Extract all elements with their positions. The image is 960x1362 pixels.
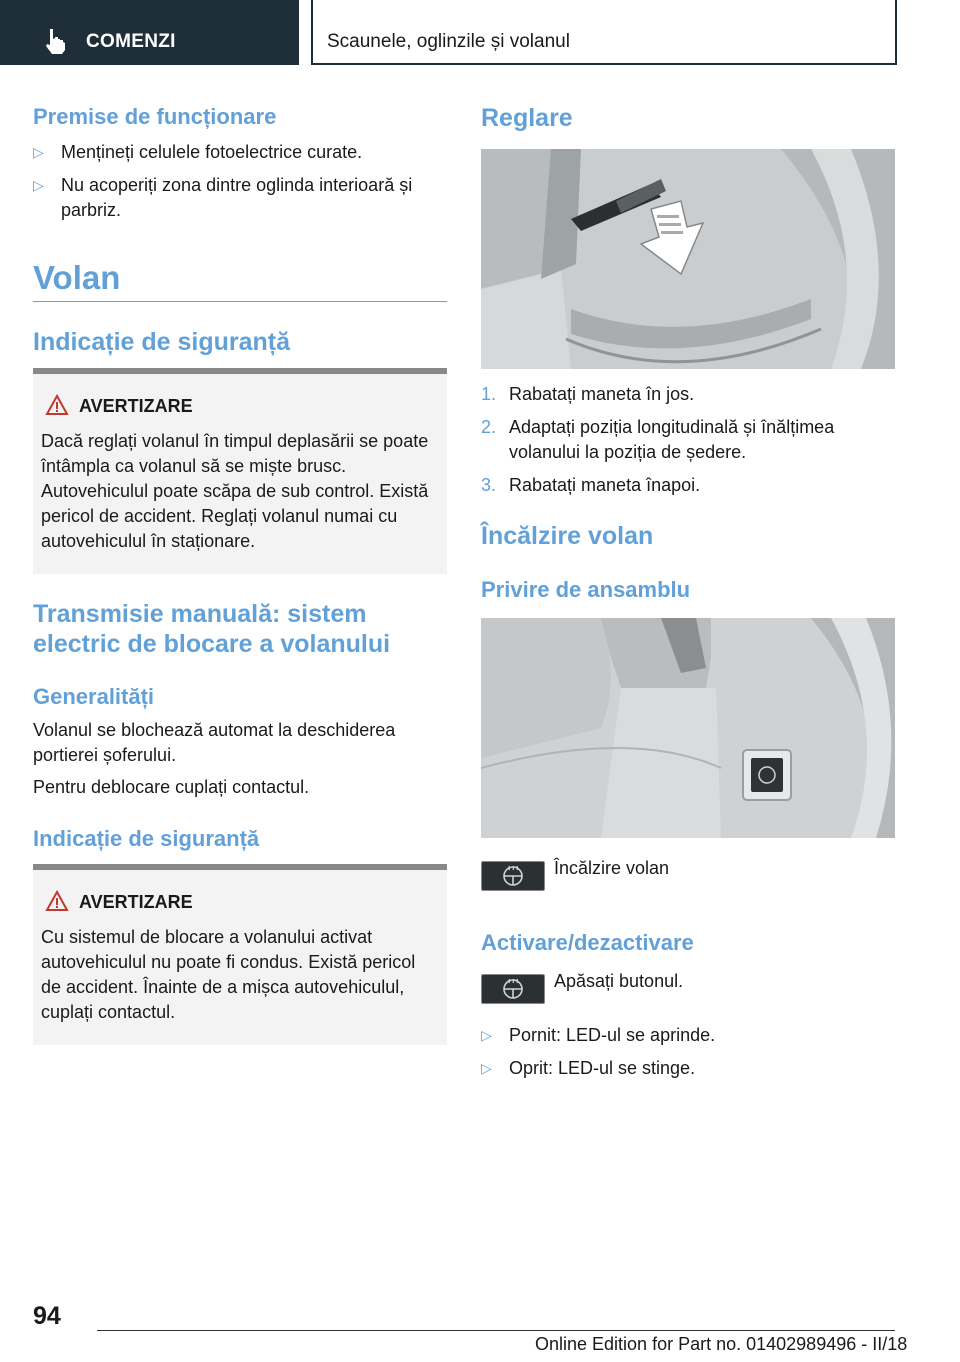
step-text: Adaptați poziția longitudinală și înălțimea volanului la poziția de ședere.: [509, 417, 835, 462]
bullet-triangle-icon: ▷: [33, 177, 44, 193]
step-item: [481, 382, 895, 407]
step-number: 1.: [481, 384, 497, 404]
general-text-2: Pentru deblocare cuplați contactul.: [33, 777, 310, 797]
bullet-triangle-icon: ▷: [33, 144, 44, 160]
footer-divider: [97, 1330, 895, 1331]
page-number: 94: [33, 1302, 61, 1330]
steering-wheel-heating-icon: [481, 861, 545, 891]
warning-text: Dacă reglați volanul în timpul deplasării se poate întâmpla ca volanul să se miște brusc. Autovehiculul poate scăpa de sub control. Există pericol de accident. Reglați volanul numai cu autovehiculul în staționare.: [41, 431, 429, 551]
list-item: ▷ Pornit: LED-ul se aprinde.: [481, 1023, 895, 1048]
general-heading: Generalități: [33, 684, 155, 709]
warning-box-2: [33, 864, 447, 1045]
reglare-heading: Reglare: [481, 104, 573, 132]
safety-heading-1: Indicație de siguranță: [33, 328, 291, 356]
divider: [33, 301, 447, 302]
warning-triangle-icon: [45, 394, 69, 416]
step-item: [481, 473, 895, 498]
dashboard-illustration: [481, 618, 895, 838]
warning-label: AVERTIZARE: [79, 892, 193, 912]
warning-label: AVERTIZARE: [79, 396, 193, 416]
steering-column-illustration: [481, 149, 895, 369]
volan-heading: Volan: [33, 259, 121, 296]
activation-heading: Activare/dezactivare: [481, 930, 694, 955]
safety-heading-2: Indicație de siguranță: [33, 826, 260, 851]
step-text: Rabatați maneta în jos.: [509, 384, 695, 404]
warning-text: Cu sistemul de blocare a volanului activat autovehiculul nu poate fi condus. Există pericol de accident. Înainte de a mișca autovehiculul, cuplați contactul.: [41, 927, 416, 1022]
heating-heading: Încălzire volan: [481, 522, 654, 550]
footer-edition: Online Edition for Part no. 01402989496 - II/18: [535, 1334, 908, 1354]
overview-caption: Încălzire volan: [554, 858, 670, 878]
activation-caption: Apăsați butonul.: [554, 971, 684, 991]
warning-box-1: [33, 368, 447, 574]
overview-heading: Privire de ansamblu: [481, 577, 691, 602]
chapter-title: Scaunele, oglinzile și volanul: [327, 31, 570, 52]
list-item: ▷ Mențineți celulele fotoelectrice curate.: [33, 140, 443, 165]
list-item: ▷ Nu acoperiți zona dintre oglinda interioară și parbriz.: [33, 175, 413, 220]
list-item: ▷ Oprit: LED-ul se stinge.: [481, 1056, 895, 1081]
header-chapter: [311, 0, 897, 65]
general-text-1: Volanul se blochează automat la deschiderea portierei șoferului.: [33, 720, 396, 765]
heating-button-image: [481, 618, 895, 838]
steering-wheel-heating-icon: [481, 974, 545, 1004]
hand-pointer-icon: [40, 26, 70, 56]
header-section-tab: [0, 0, 299, 65]
section-label: COMENZI: [86, 31, 176, 52]
bullet-triangle-icon: ▷: [481, 1027, 492, 1043]
bullet-triangle-icon: ▷: [481, 1060, 492, 1076]
step-text: Rabatați maneta înapoi.: [509, 475, 701, 495]
lock-heading: Transmisie manuală: sistem electric de blocare a volanului: [33, 600, 391, 658]
warning-triangle-icon: [45, 890, 69, 912]
premise-heading: Premise de funcționare: [33, 104, 277, 129]
step-number: 3.: [481, 475, 497, 495]
step-item: [481, 415, 895, 465]
step-number: 2.: [481, 417, 497, 437]
steering-adjust-image: [481, 149, 895, 369]
